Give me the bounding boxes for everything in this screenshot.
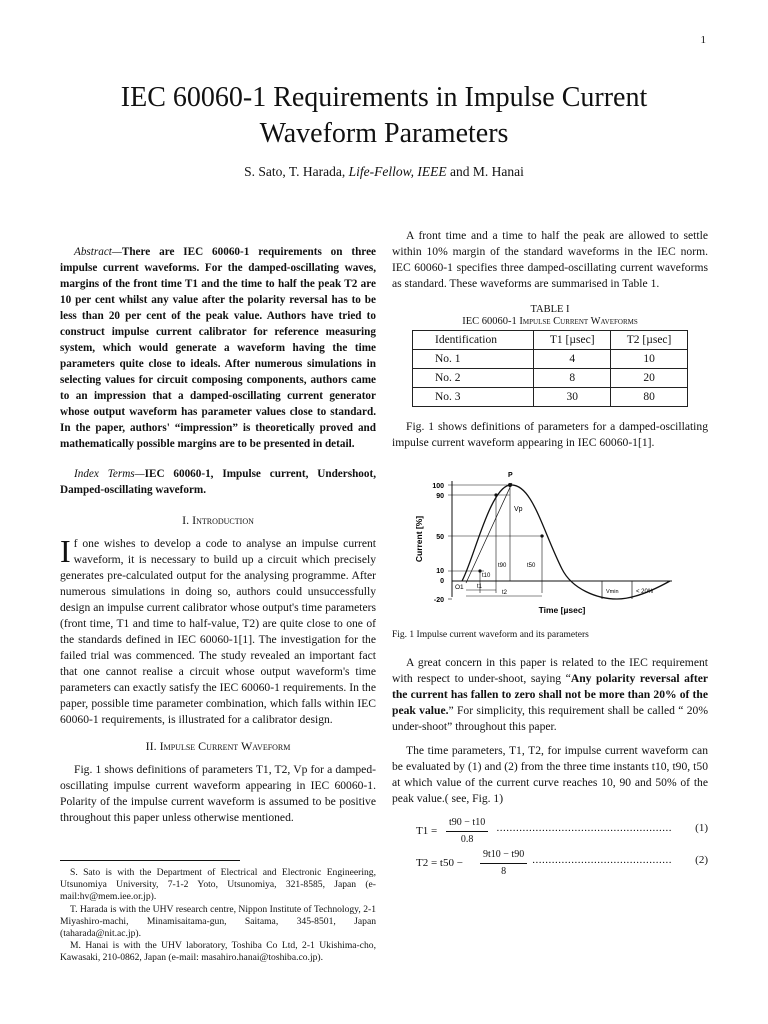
index-terms-lead: Index Terms— bbox=[74, 468, 145, 480]
footnote: S. Sato is with the Department of Electrical and Electronic Engineering, Utsunomiya University, 7-1-2 Yoto, Utsunomiya, 321-8585, Japan (e-mail:hv@mem.iee.or.jp). bbox=[60, 867, 376, 903]
intro-text: f one wishes to develop a code to analyse an impulse current waveform, it is necessary to build up a circuit which precisely generates pre-calculated output for the analysing programme. After numerous simulations in doing so, authors could unsuccessfully design an impulse current calibrator whose output's time parameters (front time, T1 and time to half-value, T2) are quite close to one of the standards defined in IEC 60060-1[1]. The investigation for the failed trial was commenced. The study revealed an important fact that one cannot realise a circuit whose output waveform's time parameters can exactly satisfy the IEC 60060-1 requirements. In the paper, possible time parameter combination, which falls within IEC 60060-1 requirements, is illustrated for a calibrator design. bbox=[60, 537, 376, 726]
table-header: T2 [µsec] bbox=[611, 331, 688, 350]
y-axis-label: Current [%] bbox=[414, 515, 424, 563]
index-terms bbox=[60, 466, 376, 498]
origin-label: O1 bbox=[455, 584, 464, 591]
table-row bbox=[413, 388, 688, 407]
equation-number: (1) bbox=[695, 822, 708, 834]
abstract-lead: Abstract— bbox=[74, 246, 122, 258]
footnote: M. Hanai is with the UHV laboratory, Toshiba Co Ltd, 2-1 Ukishima-cho, Kawasaki, 210-0862, Japan (e-mail: masahiro.hanai@toshiba.co.jp). bbox=[60, 940, 376, 964]
table-header: Identification bbox=[413, 331, 534, 350]
equation-denominator: 8 bbox=[501, 866, 507, 877]
right-column bbox=[392, 228, 708, 879]
table-cell: 80 bbox=[611, 388, 688, 407]
equation-numerator: 9t10 − t90 bbox=[480, 847, 527, 864]
equation-dots: ........................................... bbox=[532, 854, 672, 866]
undershoot-label: < 20% bbox=[636, 589, 654, 595]
equation-lhs: T2 = t50 − bbox=[416, 857, 463, 869]
right-paragraph-2: Fig. 1 shows definitions of parameters for a damped-oscillating impulse current waveform appearing in IEC 60060-1[1]. bbox=[392, 420, 708, 449]
table-cell: 20 bbox=[611, 369, 688, 388]
abstract bbox=[60, 244, 376, 452]
table-cell: 4 bbox=[534, 350, 611, 369]
equation-fraction bbox=[446, 815, 488, 848]
y-tick-label: 10 bbox=[436, 568, 444, 575]
intro-paragraph bbox=[60, 533, 376, 728]
y-tick-label: 0 bbox=[440, 578, 444, 585]
equation-denominator: 0.8 bbox=[460, 834, 474, 845]
table-cell: No. 1 bbox=[413, 350, 534, 369]
waveform-paragraph: Fig. 1 shows definitions of parameters T1, T2, Vp for a damped-oscillating impulse current waveform appearing in IEC 60060-1. Polarity of the impulse current waveform is assumed to be positive throughout this paper unless otherwise mentioned. bbox=[60, 763, 376, 824]
waveform-curve bbox=[462, 485, 670, 599]
vmin-label: Vmin bbox=[606, 589, 619, 595]
equation-dots: ...................................................... bbox=[496, 822, 672, 834]
right-paragraph-3 bbox=[392, 655, 708, 735]
t2-label: t2 bbox=[502, 590, 508, 596]
equation-numerator: t90 − t10 bbox=[446, 815, 488, 832]
t10-label: t10 bbox=[482, 573, 491, 579]
table-caption bbox=[392, 304, 708, 328]
t90-point bbox=[494, 493, 497, 496]
equation-fraction bbox=[480, 847, 527, 880]
table-cell: No. 2 bbox=[413, 369, 534, 388]
footnotes bbox=[60, 860, 376, 965]
undershoot-quote: Any polarity reversal after the current has fallen to zero shall not be more than 20% of the peak value. bbox=[392, 672, 708, 717]
equation-1 bbox=[392, 815, 708, 843]
page-number: 1 bbox=[700, 34, 706, 46]
author-line bbox=[60, 164, 708, 180]
vp-label: Vp bbox=[514, 506, 523, 513]
index-terms-text: IEC 60060-1, Impulse current, Undershoot, Damped-oscillating waveform. bbox=[60, 468, 377, 496]
right-paragraph-4: The time parameters, T1, T2, for impulse current waveform can be evaluated by (1) and (2) from the three time instants t10, t90, t50 at which value of the current curve reaches 10, 90 and 50% of the peak value.( see, Fig. 1) bbox=[392, 744, 708, 805]
t50-point bbox=[540, 534, 543, 537]
equation-lhs: T1 = bbox=[416, 825, 438, 837]
table-title: IEC 60060-1 Impulse Current Waveforms bbox=[462, 316, 638, 327]
footnote: T. Harada is with the UHV research centre, Nippon Institute of Technology, 2-1 Miyashiro-machi, Minamisaitama-gun, Saitama, 345-8501, Japan (taharada@nit.ac.jp). bbox=[60, 903, 376, 940]
table-header-row bbox=[413, 331, 688, 350]
author-affiliation: Life-Fellow, IEEE bbox=[348, 164, 447, 179]
author-names: S. Sato, T. Harada, bbox=[244, 164, 346, 179]
figure-1 bbox=[392, 459, 708, 619]
y-tick-label: 50 bbox=[436, 534, 444, 541]
waveform-diagram bbox=[392, 459, 708, 619]
peak-point bbox=[508, 483, 512, 487]
right-paragraph-1: A front time and a time to half the peak are allowed to settle within 10% margin of the standard waveforms in the IEC norm. IEC 60060-1 specifies three damped-oscillating current waveforms as standard. These waveforms are summarised in Table 1. bbox=[392, 229, 708, 290]
undershoot-text-pre: A great concern in this paper is related to the IEC requirement with respect to under-shoot, saying “ bbox=[392, 656, 708, 685]
figure-caption: Fig. 1 Impulse current waveform and its parameters bbox=[392, 630, 589, 640]
y-tick-label: 100 bbox=[432, 483, 444, 490]
table-cell: 10 bbox=[611, 350, 688, 369]
equation-2 bbox=[392, 847, 708, 875]
t50-label: t50 bbox=[527, 563, 536, 569]
author-rest: and M. Hanai bbox=[449, 164, 524, 179]
paper-title: IEC 60060-1 Requirements in Impulse Current Waveform Parameters bbox=[120, 82, 648, 149]
table-cell: 30 bbox=[534, 388, 611, 407]
waveform-table bbox=[412, 330, 688, 407]
footnote-rule bbox=[60, 860, 240, 861]
section-heading-introduction: I. Introduction bbox=[182, 513, 254, 527]
undershoot-text-post: ” For simplicity, this requirement shall be called “ 20% under-shoot” throughout this paper. bbox=[392, 704, 708, 733]
dropcap: I bbox=[60, 533, 71, 569]
table-cell: 8 bbox=[534, 369, 611, 388]
x-axis-label: Time [µsec] bbox=[538, 605, 586, 615]
y-tick-label: 90 bbox=[436, 493, 444, 500]
table-label: TABLE I bbox=[530, 304, 570, 315]
left-column bbox=[60, 244, 376, 834]
y-tick-label: -20 bbox=[433, 597, 444, 604]
t1-label: t1 bbox=[477, 584, 483, 590]
equation-number: (2) bbox=[695, 854, 708, 866]
section-heading-waveform: II. Impulse Current Waveform bbox=[145, 739, 291, 753]
table-cell: No. 3 bbox=[413, 388, 534, 407]
t90-label: t90 bbox=[498, 563, 507, 569]
table-header: T1 [µsec] bbox=[534, 331, 611, 350]
table-row bbox=[413, 350, 688, 369]
table-row bbox=[413, 369, 688, 388]
peak-label: P bbox=[508, 472, 513, 479]
abstract-text: There are IEC 60060-1 requirements on three impulse current waveforms. For the damped-oscillating waves, margins of the front time T1 and the time to half the peak T2 are 10 per cent whilst any value after the polarity reversal has to be less than 20 per cent of the peak value. Authors have tried to construct impulse current calibrator for reference measuring system, which would generate a waveform having the time parameters quite close to ideals. After numerous simulations in selecting values for circuit composing components, authors came to an impression that a damped-oscillating current generator whose output waveform has parameter values close to standard. In the paper, authors' “impression” is theoretically proved and mathematically possible margins are to be presented in detail. bbox=[60, 246, 376, 450]
